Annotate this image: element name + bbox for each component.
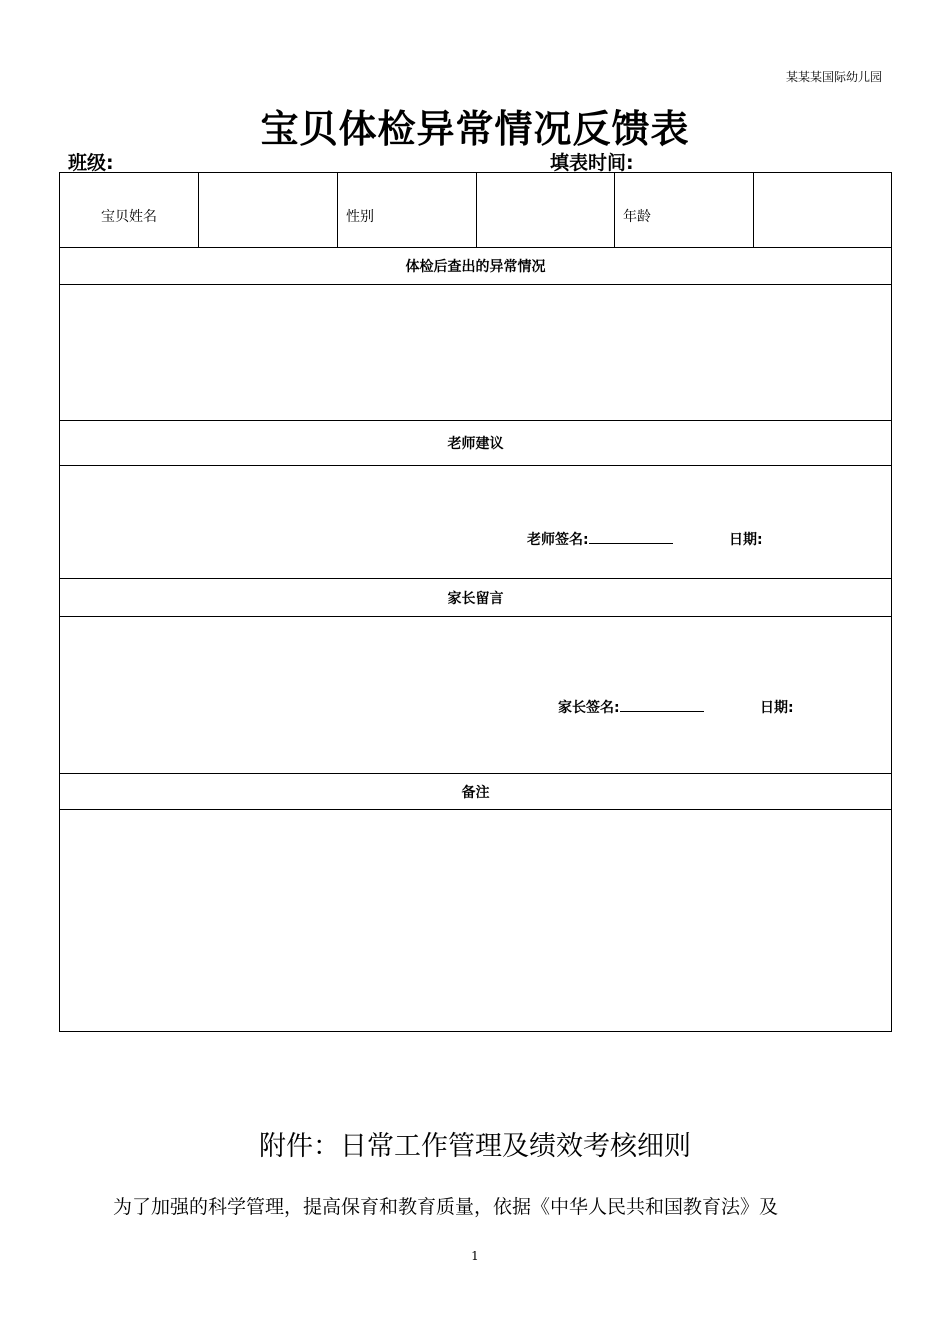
teacher-heading: 老师建议 [60,421,892,466]
parent-signature [558,697,704,717]
form-title: 宝贝体检异常情况反馈表 [260,107,690,151]
teacher-advice-field[interactable] [60,466,892,579]
name-field[interactable] [199,173,338,248]
remarks-body-row [60,810,892,1032]
teacher-sign-label: 老师签名: [527,532,589,548]
teacher-sign-line[interactable] [589,529,673,544]
parent-heading-row [60,579,892,617]
annex-paragraph: 为了加强的科学管理，提高保育和教育质量，依据《中华人民共和国教育法》及 [113,1196,779,1218]
name-label: 宝贝姓名 [60,173,199,248]
parent-heading: 家长留言 [60,579,892,617]
gender-field[interactable] [477,173,615,248]
parent-message-field[interactable] [60,617,892,774]
abnormal-heading: 体检后查出的异常情况 [60,248,892,285]
abnormal-heading-row [60,248,892,285]
parent-sign-label: 家长签名: [558,700,620,716]
organization-name: 某某某国际幼儿园 [785,70,882,84]
gender-label: 性别 [338,173,477,248]
age-field[interactable] [754,173,892,248]
annex-title: 附件：日常工作管理及绩效考核细则 [259,1131,691,1162]
basic-info-row [60,173,892,248]
abnormal-field[interactable] [60,285,892,421]
feedback-form-table [59,172,892,1032]
remarks-heading: 备注 [60,774,892,810]
parent-date-label: 日期: [760,700,794,716]
teacher-signature [527,529,673,549]
parent-sign-line[interactable] [620,697,704,712]
parent-body-row [60,617,892,774]
fill-time-label: 填表时间: [550,152,634,174]
age-label: 年龄 [615,173,754,248]
page-number: 1 [471,1249,479,1263]
teacher-heading-row [60,421,892,466]
remarks-field[interactable] [60,810,892,1032]
teacher-date-label: 日期: [729,532,763,548]
remarks-heading-row [60,774,892,810]
class-label: 班级: [68,152,114,174]
abnormal-body-row [60,285,892,421]
teacher-body-row [60,466,892,579]
